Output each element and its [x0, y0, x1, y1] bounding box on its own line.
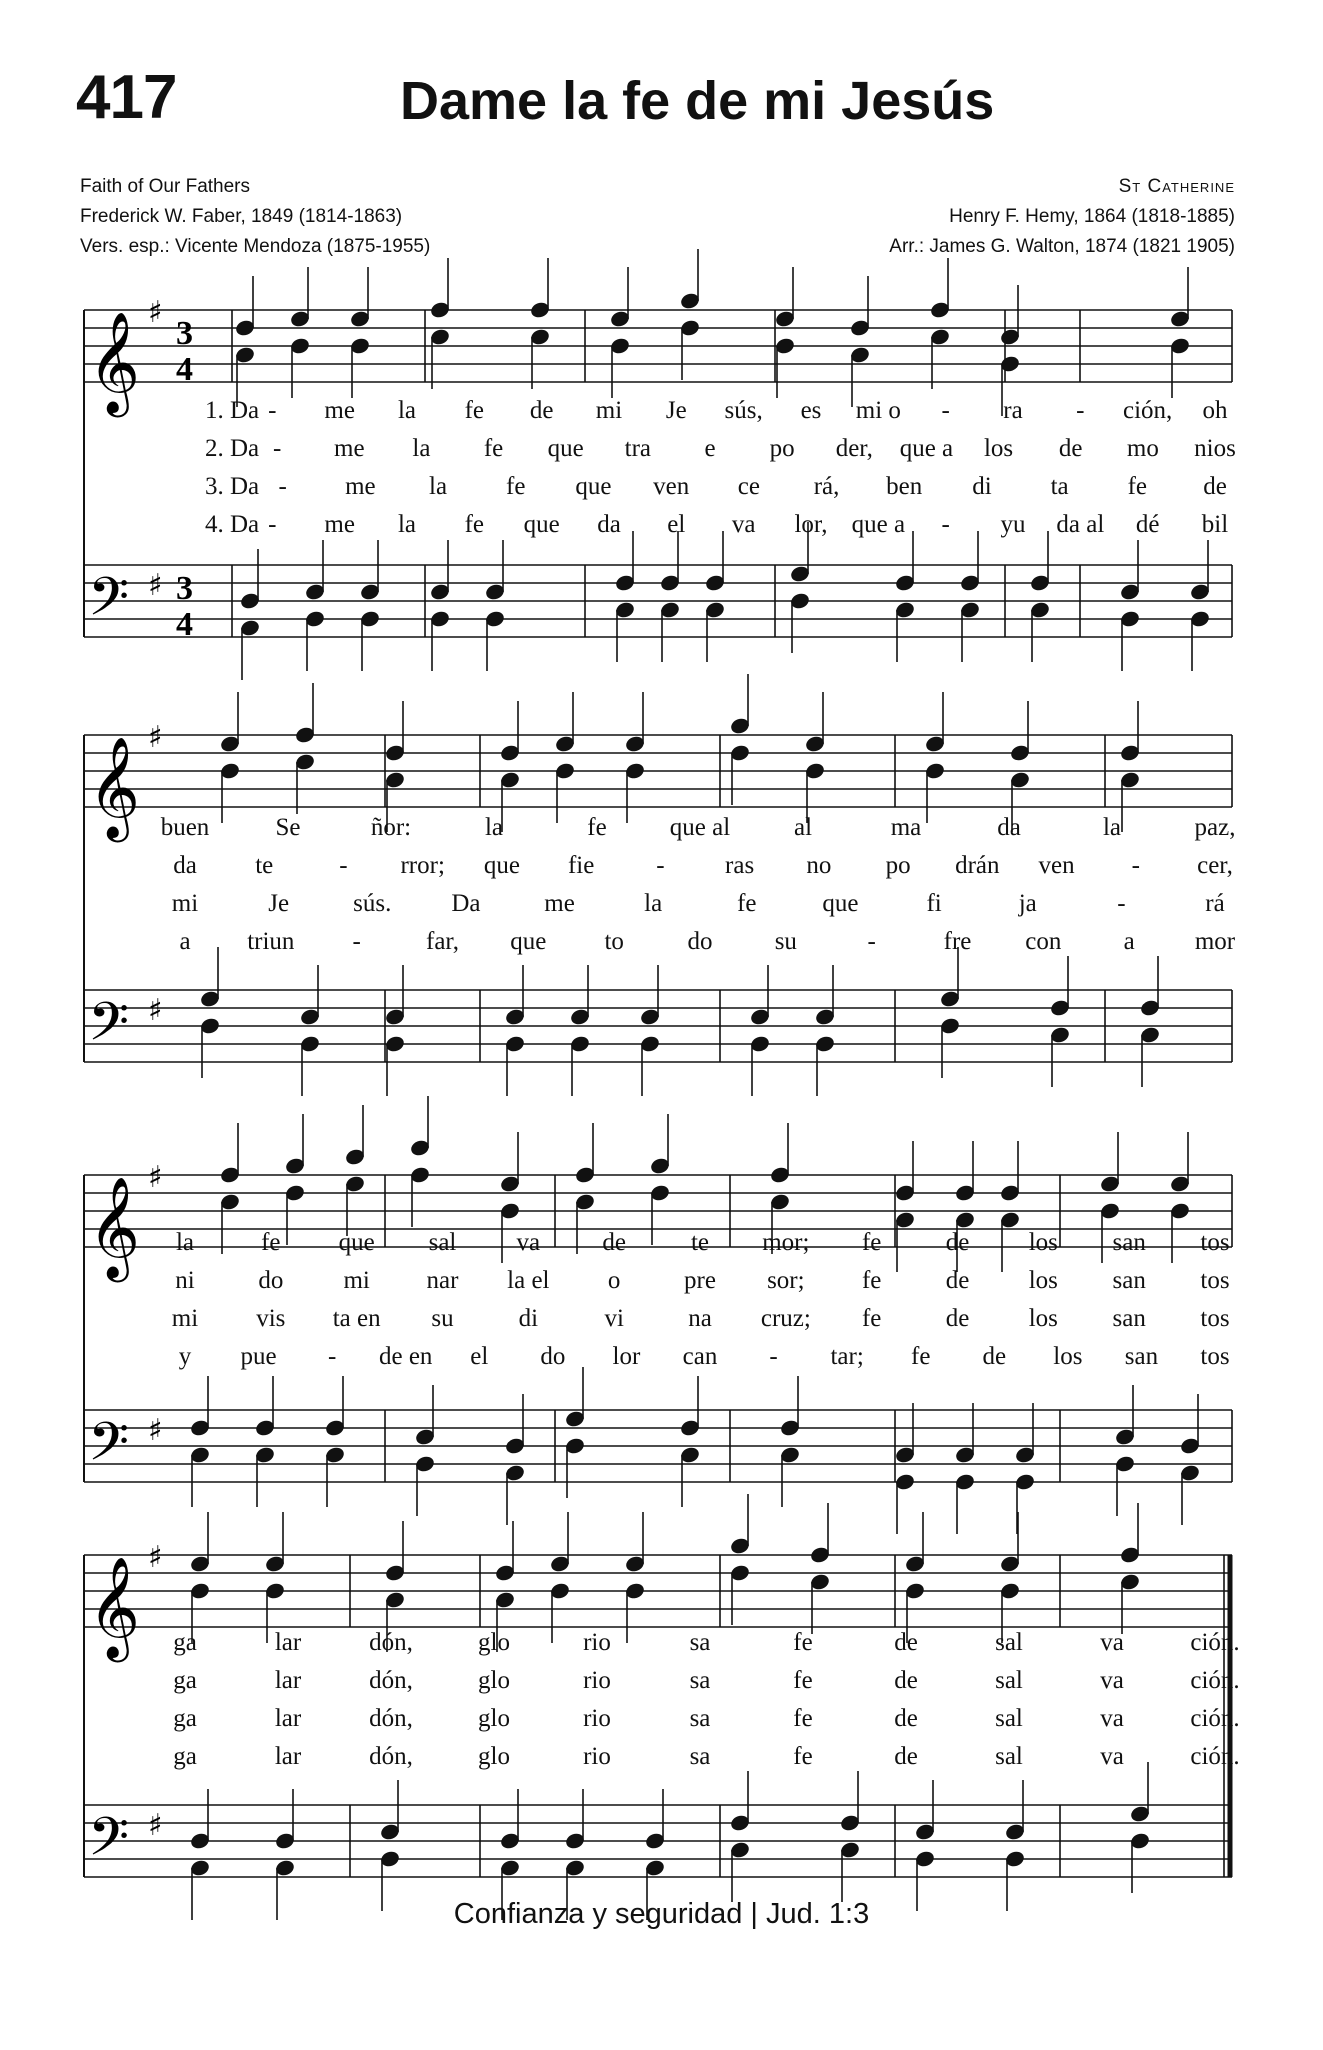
lyric-syllable: buen [160, 814, 210, 841]
lyric-syllable: que a [851, 511, 906, 538]
lyric-syllable: po [769, 435, 795, 462]
lyric-syllable: fi [926, 890, 942, 917]
lyric-syllable: 1. Da [205, 397, 260, 424]
key-signature-sharp-icon: ♯ [148, 1413, 163, 1448]
time-signature-top: 3 [176, 315, 193, 352]
key-signature-sharp-icon: ♯ [148, 568, 163, 603]
key-signature-sharp-icon: ♯ [148, 1160, 163, 1195]
lyric-syllable: pre [684, 1267, 716, 1294]
lyric-syllable: 4. Da [205, 511, 260, 538]
lyric-syllable: los [1028, 1305, 1058, 1332]
lyric-syllable: su [774, 928, 797, 955]
lyric-syllable: fe [793, 1667, 813, 1694]
lyric-syllable: de [894, 1705, 918, 1732]
lyric-syllable: paz, [1194, 814, 1236, 841]
lyric-syllable: mi [171, 1305, 199, 1332]
lyric-syllable: el [470, 1343, 489, 1370]
lyric-syllable: o [607, 1267, 621, 1294]
treble-clef-icon: 𝄞 [88, 1175, 141, 1278]
lyric-syllable: al [793, 814, 813, 841]
lyric-syllable: glo [478, 1705, 510, 1732]
lyric-syllable: san [1112, 1267, 1146, 1294]
arranger-credit: Arr.: James G. Walton, 1874 (1821 1905) [889, 236, 1235, 257]
treble-clef-icon: 𝄞 [88, 1555, 141, 1658]
lyric-syllable: - [941, 397, 950, 424]
lyric-syllable: - [327, 1343, 337, 1370]
lyric-syllable: dé [1135, 511, 1160, 538]
author-credit: Frederick W. Faber, 1849 (1814-1863) [80, 206, 403, 227]
lyric-syllable: sal [995, 1629, 1023, 1656]
key-signature-sharp-icon: ♯ [148, 1540, 163, 1575]
lyric-syllable: mo [1126, 435, 1159, 462]
lyric-syllable: ñor: [370, 814, 412, 841]
system-3 [84, 1096, 1232, 1534]
hymn-title: Dame la fe de mi Jesús [400, 71, 995, 131]
lyric-syllable: - [1117, 890, 1126, 917]
time-signature-bottom: 4 [176, 351, 193, 388]
lyric-syllable: sa [689, 1667, 711, 1694]
hymn-number: 417 [76, 63, 177, 132]
lyric-syllable: - [1131, 852, 1140, 879]
lyric-syllable: fe [911, 1343, 931, 1370]
lyric-syllable: los [983, 435, 1014, 462]
lyric-syllable: sa [689, 1743, 711, 1770]
lyric-syllable: da [173, 852, 197, 879]
bass-clef-icon: 𝄢 [88, 1807, 130, 1881]
lyric-syllable: do [540, 1343, 566, 1370]
lyric-syllable: dón, [369, 1629, 413, 1656]
lyric-syllable: - [656, 852, 665, 879]
lyric-syllable: ven [1038, 852, 1075, 879]
lyric-syllable: que [822, 890, 859, 917]
lyric-syllable: fe [793, 1743, 813, 1770]
lyric-syllable: rio [583, 1743, 611, 1770]
lyric-syllable: va [1100, 1705, 1124, 1732]
lyric-syllable: glo [478, 1629, 510, 1656]
lyric-syllable: san [1112, 1229, 1146, 1256]
lyric-syllable: fre [943, 928, 972, 955]
lyric-syllable: bil [1201, 511, 1229, 538]
time-signature-bottom: 4 [176, 606, 193, 643]
key-signature-sharp-icon: ♯ [148, 1808, 163, 1843]
lyric-syllable: ción, [1123, 397, 1173, 424]
lyric-syllable: tra [624, 435, 652, 462]
lyric-syllable: drán [955, 852, 1000, 879]
lyric-syllable: tos [1200, 1343, 1230, 1370]
lyric-syllable: dón, [369, 1667, 413, 1694]
lyric-syllable: fe [483, 435, 504, 462]
lyric-syllable: fe [793, 1629, 813, 1656]
lyric-syllable: sús. [353, 890, 392, 917]
lyric-syllable: ni [175, 1267, 195, 1294]
lyric-syllable: fe [464, 511, 485, 538]
lyric-syllable: de [1058, 435, 1083, 462]
lyric-syllable: sús, [724, 397, 763, 424]
lyric-syllable: va [516, 1229, 541, 1256]
lyric-syllable: fe [1127, 473, 1148, 500]
lyric-syllable: - [278, 473, 287, 500]
lyric-syllable: rio [583, 1705, 611, 1732]
lyric-syllable: de [945, 1229, 970, 1256]
lyric-syllable: de [529, 397, 554, 424]
lyric-syllable: va [731, 511, 756, 538]
lyric-syllable: la el [507, 1267, 550, 1294]
lyric-syllable: los [1053, 1343, 1083, 1370]
lyric-syllable: ga [173, 1743, 197, 1770]
lyric-syllable: ción. [1190, 1667, 1240, 1694]
lyric-syllable: va [1100, 1667, 1124, 1694]
lyric-syllable: ción. [1190, 1629, 1240, 1656]
lyric-syllable: fe [261, 1229, 281, 1256]
lyric-syllable: - [268, 397, 277, 424]
lyric-syllable: san [1112, 1305, 1146, 1332]
lyric-syllable: la [429, 473, 448, 500]
lyric-syllable: rá [1205, 890, 1225, 917]
lyric-syllable: do [258, 1267, 284, 1294]
lyric-syllable: oh [1202, 397, 1228, 424]
lyric-syllable: glo [478, 1743, 510, 1770]
lyric-syllable: va [1100, 1629, 1124, 1656]
lyric-syllable: fe [464, 397, 485, 424]
lyric-syllable: fe [737, 890, 757, 917]
lyric-syllable: - [941, 511, 950, 538]
translator-credit: Vers. esp.: Vicente Mendoza (1875-1955) [80, 236, 431, 257]
english-title: Faith of Our Fathers [80, 176, 251, 197]
lyric-syllable: mi [343, 1267, 370, 1294]
lyric-syllable: ben [886, 473, 923, 500]
lyric-syllable: glo [478, 1667, 510, 1694]
lyric-syllable: sa [689, 1629, 711, 1656]
lyric-syllable: fie [567, 852, 595, 879]
lyric-syllable: sor; [767, 1267, 805, 1294]
lyric-syllable: mi [595, 397, 623, 424]
lyric-syllable: lor [612, 1343, 641, 1370]
lyric-syllable: me [544, 890, 575, 917]
lyric-syllable: que [338, 1229, 375, 1256]
lyric-syllable: dón, [369, 1705, 413, 1732]
lyric-syllable: que [523, 511, 560, 538]
lyric-syllable: sal [995, 1667, 1023, 1694]
lyric-syllable: nios [1194, 435, 1236, 462]
composer-credit: Henry F. Hemy, 1864 (1818-1885) [949, 206, 1235, 227]
time-signature-top: 3 [176, 570, 193, 607]
lyric-syllable: sal [428, 1229, 457, 1256]
lyric-syllable: fe [506, 473, 526, 500]
lyric-syllable: sal [995, 1743, 1023, 1770]
lyric-syllable: pue [240, 1343, 277, 1370]
lyric-syllable: los [1028, 1267, 1058, 1294]
system-4 [84, 1494, 1240, 1920]
lyric-syllable: e [704, 435, 716, 462]
lyric-syllable: da al [1056, 511, 1105, 538]
lyric-syllable: ga [173, 1667, 197, 1694]
lyric-syllable: Se [275, 814, 301, 841]
lyric-syllable: rror; [400, 852, 445, 879]
lyric-syllable: a [1123, 928, 1135, 955]
lyric-syllable: ce [737, 473, 760, 500]
lyric-syllable: te [690, 1229, 710, 1256]
lyric-syllable: dón, [369, 1743, 413, 1770]
lyric-syllable: me [324, 511, 355, 538]
lyric-syllable: mor [1194, 928, 1236, 955]
lyric-syllable: de [894, 1667, 918, 1694]
lyric-syllable: la [1102, 814, 1122, 841]
lyric-syllable: los [1028, 1229, 1058, 1256]
lyric-syllable: que al [669, 814, 731, 841]
lyric-syllable: tos [1200, 1229, 1230, 1256]
lyric-syllable: di [972, 473, 992, 500]
lyric-syllable: la [175, 1229, 195, 1256]
lyric-syllable: el [667, 511, 686, 538]
bass-clef-icon: 𝄢 [88, 992, 130, 1066]
lyric-syllable: ta en [332, 1305, 381, 1332]
lyric-syllable: me [334, 435, 365, 462]
lyric-syllable: la [397, 397, 417, 424]
lyric-syllable: - [268, 511, 277, 538]
lyric-syllable: fe [861, 1229, 882, 1256]
lyric-syllable: que a [899, 435, 954, 462]
lyric-syllable: me [345, 473, 376, 500]
lyric-syllable: - [339, 852, 348, 879]
lyric-syllable: 2. Da [205, 435, 260, 462]
lyric-syllable: fe [861, 1305, 882, 1332]
lyric-syllable: ción. [1190, 1705, 1240, 1732]
lyric-syllable: tos [1200, 1305, 1230, 1332]
lyric-syllable: fe [861, 1267, 882, 1294]
lyric-syllable: la [484, 814, 504, 841]
lyric-syllable: la [644, 890, 663, 917]
bass-clef-icon: 𝄢 [88, 567, 130, 641]
lyric-syllable: de [982, 1343, 1007, 1370]
lyric-syllable: no [806, 852, 832, 879]
lyric-syllable: 3. Da [205, 473, 260, 500]
lyric-syllable: nar [426, 1267, 459, 1294]
lyric-syllable: lar [274, 1743, 302, 1770]
lyric-syllable: mi o [855, 397, 901, 424]
lyric-syllable: can [682, 1343, 718, 1370]
lyric-syllable: yu [1000, 511, 1026, 538]
lyric-syllable: - [867, 928, 876, 955]
lyric-syllable: to [604, 928, 624, 955]
lyric-syllable: Je [665, 397, 687, 424]
lyric-syllable: na [688, 1305, 712, 1332]
lyric-syllable: va [1100, 1743, 1124, 1770]
lyric-syllable: es [800, 397, 822, 424]
lyric-syllable: mor; [762, 1229, 810, 1256]
lyric-syllable: ja [1018, 890, 1037, 917]
lyric-syllable: que [575, 473, 612, 500]
tune-name: St Catherine [1118, 176, 1235, 197]
lyric-syllable: lar [274, 1705, 302, 1732]
lyric-syllable: - [352, 928, 361, 955]
lyric-syllable: Da [451, 890, 481, 917]
bass-clef-icon: 𝄢 [88, 1412, 130, 1486]
lyric-syllable: me [324, 397, 355, 424]
lyric-syllable: vis [256, 1305, 286, 1332]
lyric-syllable: que [510, 928, 547, 955]
lyric-syllable: lar [274, 1667, 302, 1694]
key-signature-sharp-icon: ♯ [148, 993, 163, 1028]
lyric-syllable: de [602, 1229, 626, 1256]
lyric-syllable: der, [835, 435, 873, 462]
lyric-syllable: triun [247, 928, 295, 955]
lyric-syllable: fe [587, 814, 607, 841]
lyric-syllable: do [687, 928, 713, 955]
lyric-syllable: cer, [1197, 852, 1233, 879]
lyric-syllable: a [179, 928, 191, 955]
lyric-syllable: sa [689, 1705, 711, 1732]
lyric-syllable: de [945, 1305, 970, 1332]
lyric-syllable: ra [1003, 397, 1023, 424]
lyric-syllable: tar; [830, 1343, 864, 1370]
treble-clef-icon: 𝄞 [88, 735, 141, 838]
lyric-syllable: ga [173, 1705, 197, 1732]
lyric-syllable: - [769, 1343, 778, 1370]
lyric-syllable: que [547, 435, 584, 462]
footer-topic-scripture: Confianza y seguridad | Jud. 1:3 [453, 1898, 870, 1930]
lyric-syllable: sal [995, 1705, 1023, 1732]
lyric-syllable: lar [274, 1629, 302, 1656]
lyric-syllable: la [397, 511, 417, 538]
key-signature-sharp-icon: ♯ [148, 295, 163, 330]
lyric-syllable: rio [583, 1629, 611, 1656]
lyric-syllable: mi [171, 890, 199, 917]
lyric-syllable: su [431, 1305, 454, 1332]
lyric-syllable: ras [725, 852, 755, 879]
system-1 [84, 249, 1236, 680]
lyric-syllable: de [894, 1743, 918, 1770]
lyric-syllable: de [894, 1629, 918, 1656]
key-signature-sharp-icon: ♯ [148, 720, 163, 755]
lyric-syllable: ven [653, 473, 690, 500]
lyric-syllable: ga [173, 1629, 197, 1656]
lyric-syllable: fe [793, 1705, 813, 1732]
lyric-syllable: de [945, 1267, 970, 1294]
treble-clef-icon: 𝄞 [88, 310, 141, 413]
lyric-syllable: que [483, 852, 520, 879]
lyric-syllable: po [885, 852, 911, 879]
lyric-syllable: con [1025, 928, 1062, 955]
lyric-syllable: de [1203, 473, 1227, 500]
lyric-syllable: ta [1050, 473, 1069, 500]
lyric-syllable: - [1076, 397, 1085, 424]
lyric-syllable: tos [1200, 1267, 1230, 1294]
lyric-syllable: cruz; [760, 1305, 811, 1332]
lyric-syllable: - [272, 435, 282, 462]
lyric-syllable: rá, [813, 473, 840, 500]
lyric-syllable: y [178, 1343, 192, 1370]
lyric-syllable: di [518, 1305, 539, 1332]
lyric-syllable: de en [378, 1343, 433, 1370]
lyric-syllable: la [412, 435, 431, 462]
lyric-syllable: far, [426, 928, 459, 955]
lyric-syllable: san [1124, 1343, 1159, 1370]
system-2 [84, 674, 1236, 1096]
lyric-syllable: vi [604, 1305, 624, 1332]
lyric-syllable: lor, [794, 511, 828, 538]
lyric-syllable: ma [890, 814, 922, 841]
lyric-syllable: da [597, 511, 621, 538]
lyric-syllable: Je [268, 890, 290, 917]
lyric-syllable: rio [583, 1667, 611, 1694]
lyric-syllable: da [997, 814, 1021, 841]
lyric-syllable: ción. [1190, 1743, 1240, 1770]
lyric-syllable: te [255, 852, 274, 879]
